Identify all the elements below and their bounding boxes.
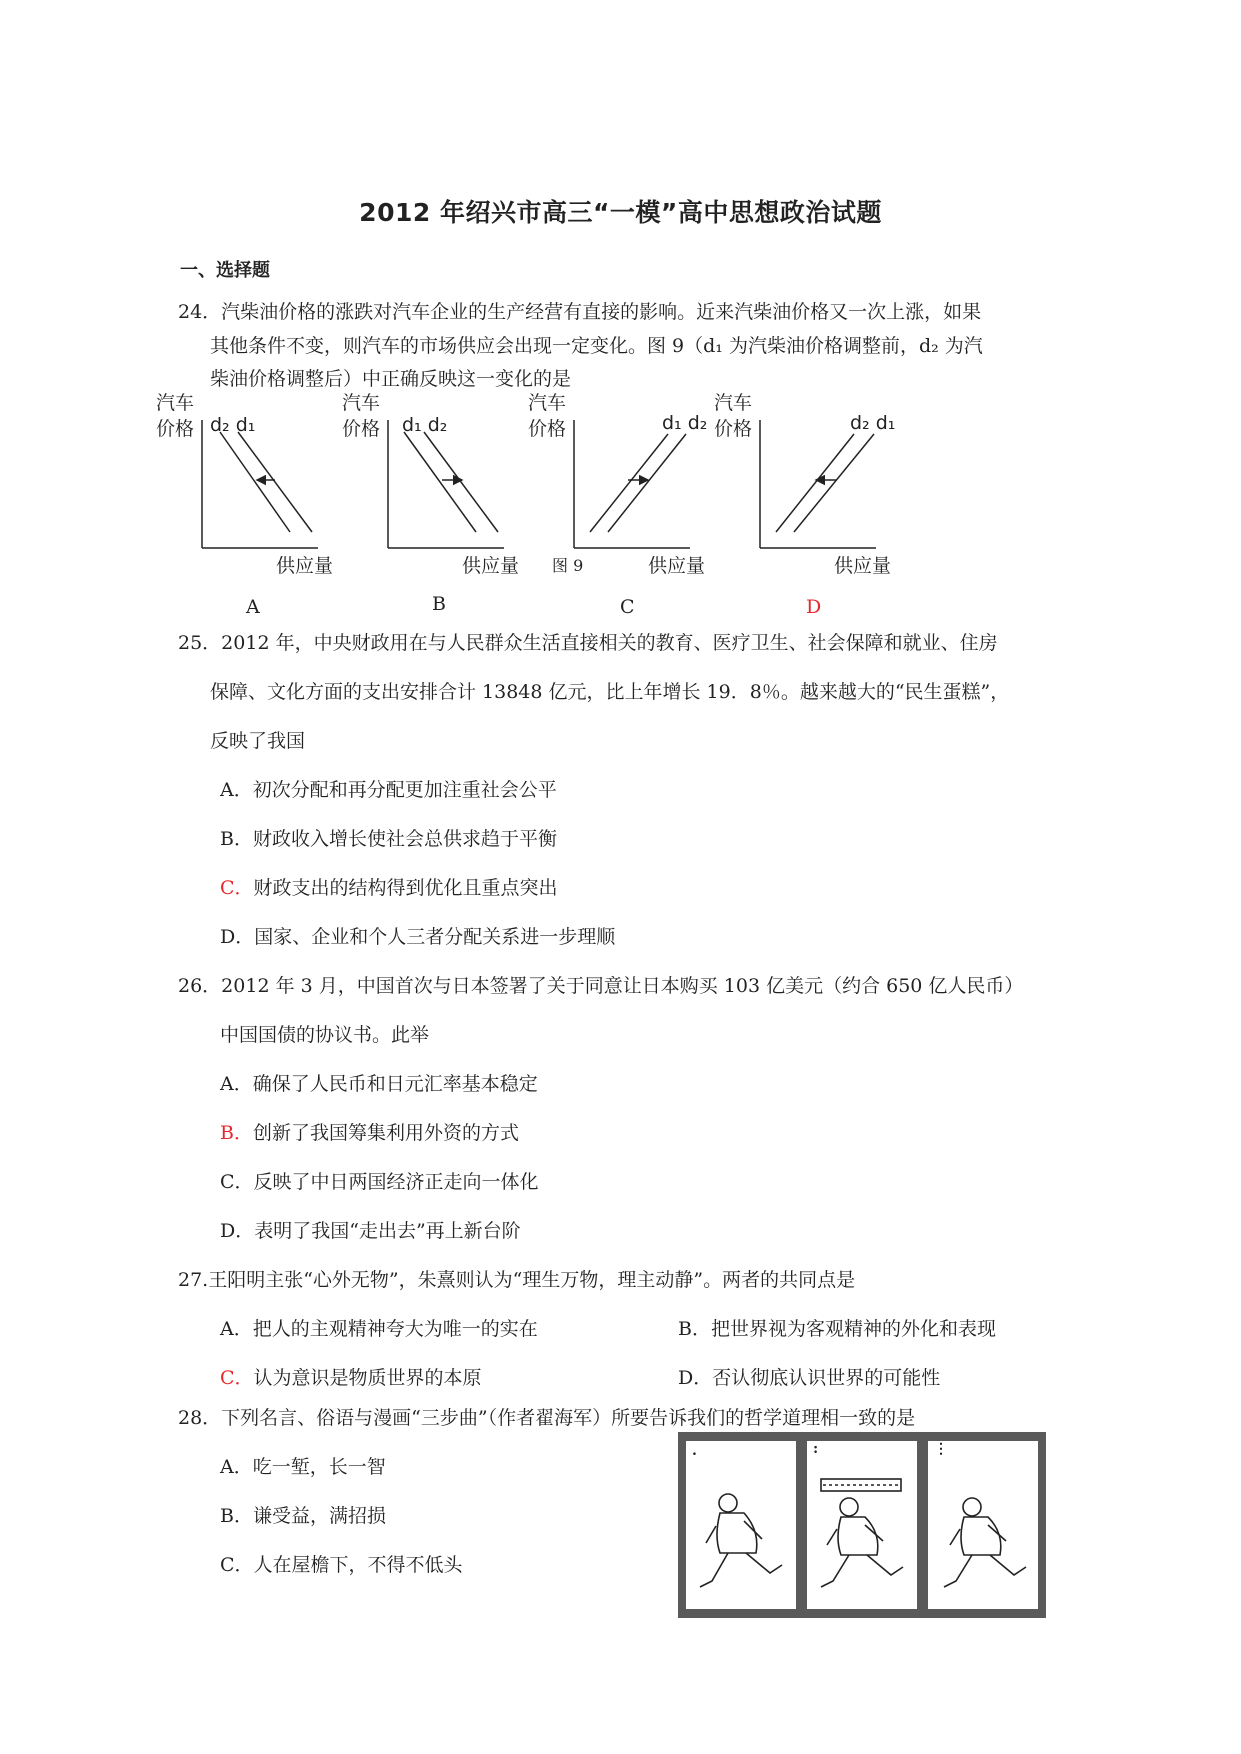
graph-d-ylabel-2: 价格 (714, 418, 753, 440)
q27-line1: 27.王阳明主张“心外无物”，朱熹则认为“理生万物，理主动静”。两者的共同点是 (178, 1269, 856, 1291)
graph-d-axes (760, 420, 876, 548)
q26-option-d-text: 表明了我国“走出去”再上新台阶 (254, 1220, 521, 1242)
figure-9 (150, 388, 910, 618)
graph-a-xlabel: 供应量 (276, 555, 334, 577)
q28-option-b (220, 1501, 386, 1528)
panel-3-mark: ⋮ (934, 1441, 948, 1457)
q26-line1: 26．2012 年 3 月，中国首次与日本签署了关于同意让日本购买 103 亿美元（约合 650 亿人民币） (178, 975, 1024, 997)
q27-option-c-text: 认为意识是物质世界的本原 (253, 1367, 482, 1389)
q26-option-a (220, 1069, 538, 1096)
walking-man-icon (686, 1441, 796, 1609)
q26-option-a-text: 确保了人民币和日元汇率基本稳定 (252, 1073, 538, 1095)
graph-b-axes (388, 420, 504, 548)
graph-b-ylabel-1: 汽车 (342, 392, 381, 414)
q26-option-d-letter: D． (220, 1220, 255, 1242)
q27-option-a (220, 1314, 538, 1341)
graph-b-curves: d₁ d₂ (402, 414, 448, 436)
graph-a-ylabel-1: 汽车 (156, 392, 195, 414)
q26-option-b-text: 创新了我国筹集利用外资的方式 (252, 1122, 519, 1144)
section-heading: 一、选择题 (180, 260, 270, 281)
q27-option-b-letter: B． (678, 1318, 711, 1340)
walking-man-under-beam-icon (807, 1441, 917, 1609)
graph-b-option: B (432, 593, 446, 615)
graph-b-curve-d1 (404, 432, 476, 532)
q28-option-b-text: 谦受益，满招损 (252, 1505, 386, 1527)
q25-option-c (220, 873, 558, 900)
graph-a-option: A (246, 596, 260, 618)
graph-a-ylabel-2: 价格 (156, 418, 195, 440)
q25-option-a (220, 775, 557, 802)
graph-d-curves: d₂ d₁ (850, 412, 896, 434)
graph-c-axes (574, 420, 690, 548)
panel-1-mark: . (692, 1443, 697, 1459)
q25-option-b (220, 824, 557, 851)
graph-a-curves: d₂ d₁ (210, 414, 256, 436)
graph-a-curve-d2 (220, 432, 290, 532)
q27-option-d (678, 1363, 940, 1390)
graph-c-xlabel: 供应量 (648, 555, 706, 577)
q25-option-d-letter: D． (220, 926, 255, 948)
q25-line3: 反映了我国 (210, 730, 306, 752)
q25-option-a-letter: A． (220, 779, 253, 801)
cartoon-panel-1 (686, 1441, 796, 1609)
q26-option-c-text: 反映了中日两国经济正走向一体化 (253, 1171, 539, 1193)
graph-c-curve-d1 (590, 434, 668, 532)
graph-c-ylabel-1: 汽车 (528, 392, 567, 414)
q28-option-a (220, 1452, 386, 1479)
q27-option-d-letter: D． (678, 1367, 713, 1389)
graph-d-xlabel: 供应量 (834, 555, 892, 577)
q25-option-c-text: 财政支出的结构得到优化且重点突出 (253, 877, 558, 899)
graph-b-xlabel: 供应量 (462, 555, 520, 577)
q27-option-a-letter: A． (220, 1318, 253, 1340)
graph-c-curves: d₁ d₂ (662, 412, 708, 434)
graph-b-ylabel-2: 价格 (342, 418, 381, 440)
q25-option-d (220, 922, 615, 949)
q28-option-c-letter: C． (220, 1554, 254, 1576)
q26-option-d (220, 1216, 521, 1243)
q26-option-b (220, 1118, 519, 1145)
q28-option-c (220, 1550, 463, 1577)
q26-option-c (220, 1167, 539, 1194)
q25-line2: 保障、文化方面的支出安排合计 13848 亿元，比上年增长 19．8％。越来越大的“民生蛋糕”， (210, 681, 1010, 703)
q24-line2: 其他条件不变，则汽车的市场供应会出现一定变化。图 9（d₁ 为汽柴油价格调整前，d₂ 为汽 (210, 335, 983, 357)
q28-option-c-text: 人在屋檐下，不得不低头 (253, 1554, 463, 1576)
q24-line3: 柴油价格调整后）中正确反映这一变化的是 (210, 368, 572, 390)
graph-d-option-correct: D (806, 596, 822, 618)
cartoon-three-steps (678, 1432, 1046, 1618)
q28-option-a-text: 吃一堑，长一智 (252, 1456, 386, 1478)
q27-option-b (678, 1314, 996, 1341)
q27-option-c-letter-correct: C． (220, 1367, 254, 1389)
q27-option-d-text: 否认彻底认识世界的可能性 (712, 1367, 941, 1389)
cartoon-panel-2 (807, 1441, 917, 1609)
panel-2-mark: : (813, 1441, 819, 1457)
graph-b-curve-d2 (424, 432, 498, 532)
q28-option-b-letter: B． (220, 1505, 253, 1527)
q26-option-a-letter: A． (220, 1073, 253, 1095)
q27-option-a-text: 把人的主观精神夸大为唯一的实在 (252, 1318, 538, 1340)
q27-option-b-text: 把世界视为客观精神的外化和表现 (710, 1318, 996, 1340)
q28-line1: 28．下列名言、俗语与漫画“三步曲”（作者翟海军）所要告诉我们的哲学道理相一致的是 (178, 1407, 916, 1429)
q26-option-c-letter: C． (220, 1171, 254, 1193)
q25-line1: 25．2012 年，中央财政用在与人民群众生活直接相关的教育、医疗卫生、社会保障和就业、住房 (178, 632, 998, 654)
q25-option-b-letter: B． (220, 828, 253, 850)
q25-option-b-text: 财政收入增长使社会总供求趋于平衡 (252, 828, 557, 850)
figure-label: 图 9 (552, 556, 584, 575)
graph-a-curve-d1 (238, 432, 312, 532)
graph-d-curve-d2 (776, 434, 854, 532)
q26-line2: 中国国债的协议书。此举 (220, 1024, 430, 1046)
graph-c-option: C (620, 596, 635, 618)
page-title: 2012 年绍兴市高三“一模”高中思想政治试题 (359, 198, 882, 227)
q27-option-c (220, 1363, 482, 1390)
graph-d-ylabel-1: 汽车 (714, 392, 753, 414)
q28-option-a-letter: A． (220, 1456, 253, 1478)
graph-a-axes (202, 420, 318, 548)
supply-graphs (150, 388, 910, 618)
q26-option-b-letter-correct: B． (220, 1122, 253, 1144)
cartoon-panel-3 (928, 1441, 1038, 1609)
graph-c-curve-d2 (608, 434, 686, 532)
graph-c-ylabel-2: 价格 (528, 418, 567, 440)
graph-d-curve-d1 (794, 434, 874, 532)
q25-option-d-text: 国家、企业和个人三者分配关系进一步理顺 (254, 926, 616, 948)
walking-man-icon (928, 1441, 1038, 1609)
q25-option-a-text: 初次分配和再分配更加注重社会公平 (252, 779, 557, 801)
q25-option-c-letter-correct: C． (220, 877, 254, 899)
q24-line1: 24．汽柴油价格的涨跌对汽车企业的生产经营有直接的影响。近来汽柴油价格又一次上涨，如果 (178, 301, 982, 323)
